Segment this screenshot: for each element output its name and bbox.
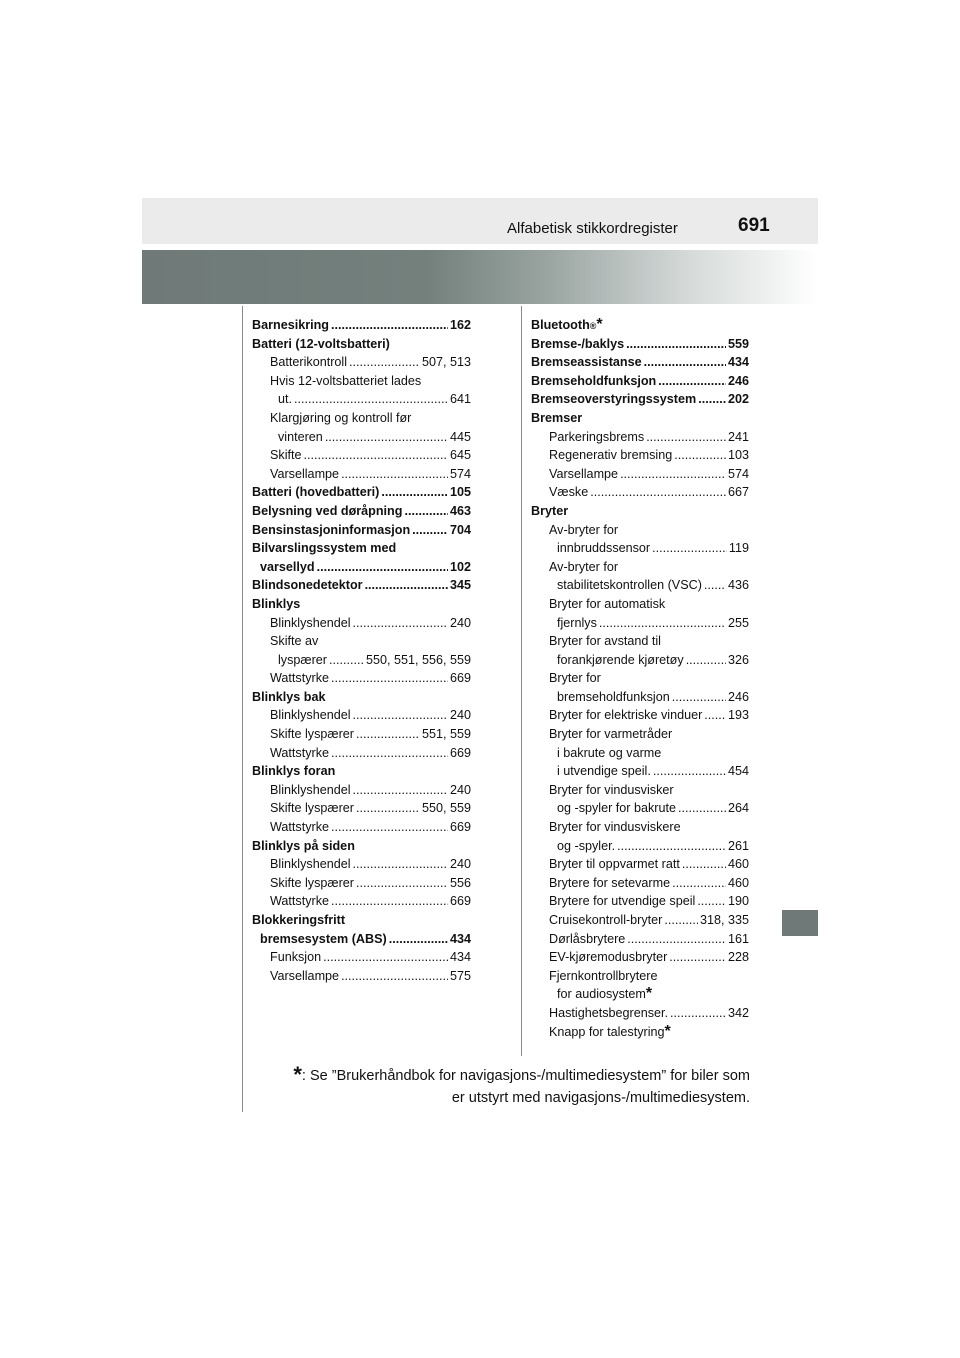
index-term: Blinklys bbox=[252, 596, 301, 611]
index-page-ref: 463 bbox=[449, 503, 471, 518]
index-term: Bryter for elektriske vinduer bbox=[549, 708, 703, 723]
index-entry bbox=[531, 799, 749, 818]
index-entry bbox=[252, 967, 471, 986]
index-entry bbox=[531, 428, 749, 447]
dot-leader bbox=[302, 446, 448, 465]
index-entry bbox=[531, 576, 749, 595]
dot-leader bbox=[321, 948, 448, 967]
index-term: Blokkeringsfritt bbox=[252, 913, 346, 927]
index-page-ref: 345 bbox=[449, 578, 471, 593]
index-entry bbox=[252, 521, 471, 540]
index-entry bbox=[531, 781, 749, 800]
index-term: stabilitetskontrollen (VSC) bbox=[557, 578, 702, 593]
dot-leader bbox=[644, 428, 726, 447]
index-entry bbox=[531, 651, 749, 670]
index-entry bbox=[252, 911, 471, 930]
index-term: Bryter bbox=[531, 503, 569, 518]
index-term: og -spyler. bbox=[557, 838, 616, 853]
index-column-left bbox=[252, 316, 471, 985]
index-page-ref: 436 bbox=[727, 578, 749, 593]
index-page-ref: 102 bbox=[449, 559, 471, 574]
index-term: Skifte lyspærer bbox=[270, 875, 354, 890]
index-term: Bluetooth bbox=[531, 318, 590, 332]
index-page-ref: 228 bbox=[727, 950, 749, 965]
index-page-ref: 551, 559 bbox=[421, 727, 471, 742]
dot-leader bbox=[642, 353, 726, 372]
index-term: og -spyler for bakrute bbox=[557, 801, 676, 816]
dot-leader bbox=[347, 353, 420, 372]
dot-leader bbox=[684, 651, 726, 670]
index-page-ref: 255 bbox=[727, 615, 749, 630]
index-entry bbox=[531, 465, 749, 484]
index-entry bbox=[531, 818, 749, 837]
index-term: Wattstyrke bbox=[270, 745, 330, 760]
dot-leader bbox=[667, 948, 726, 967]
index-entry bbox=[531, 855, 749, 874]
dot-leader bbox=[410, 521, 448, 540]
index-page-ref: 559 bbox=[727, 336, 749, 351]
index-entry bbox=[252, 837, 471, 856]
index-page-ref: 241 bbox=[727, 429, 749, 444]
index-page-ref: 246 bbox=[727, 373, 749, 388]
dot-leader bbox=[351, 614, 448, 633]
index-entry bbox=[252, 446, 471, 465]
index-term: Blinklyshendel bbox=[270, 615, 351, 630]
index-column-right bbox=[531, 316, 749, 1041]
index-page-ref: 246 bbox=[727, 689, 749, 704]
dot-leader bbox=[702, 576, 726, 595]
index-term: Bremseholdfunksjon bbox=[531, 373, 657, 388]
dot-leader bbox=[670, 874, 726, 893]
index-entry bbox=[252, 614, 471, 633]
index-term: Knapp for talestyring bbox=[549, 1024, 665, 1039]
index-page-ref: 645 bbox=[449, 448, 471, 463]
index-entry bbox=[252, 725, 471, 744]
index-entry bbox=[531, 446, 749, 465]
index-term: fjernlys bbox=[557, 615, 597, 630]
index-entry bbox=[252, 706, 471, 725]
index-entry bbox=[252, 428, 471, 447]
index-page-ref: 669 bbox=[449, 820, 471, 835]
header-band bbox=[142, 198, 818, 244]
index-page-ref: 161 bbox=[727, 931, 749, 946]
index-page-ref: 575 bbox=[449, 968, 471, 983]
dot-leader bbox=[323, 428, 448, 447]
index-page-ref: 704 bbox=[449, 522, 471, 537]
dot-leader bbox=[329, 892, 448, 911]
index-entry bbox=[252, 799, 471, 818]
index-entry bbox=[252, 316, 471, 335]
dot-leader bbox=[292, 390, 448, 409]
index-page-ref: 162 bbox=[449, 318, 471, 332]
dot-leader bbox=[354, 725, 420, 744]
index-page-ref: 342 bbox=[727, 1005, 749, 1020]
index-term: Skifte av bbox=[270, 634, 319, 649]
index-page-ref: 550, 551, 556, 559 bbox=[365, 652, 471, 667]
index-entry bbox=[531, 521, 749, 540]
index-page-ref: 550, 559 bbox=[421, 801, 471, 816]
index-term: Skifte lyspærer bbox=[270, 801, 354, 816]
index-term: Blinklyshendel bbox=[270, 708, 351, 723]
index-entry bbox=[252, 930, 471, 949]
index-term: Brytere for utvendige speil bbox=[549, 894, 696, 909]
dot-leader bbox=[702, 706, 726, 725]
index-entry bbox=[252, 539, 471, 558]
index-page-ref: 641 bbox=[449, 392, 471, 407]
index-page-ref: 460 bbox=[727, 875, 749, 890]
index-entry bbox=[531, 390, 749, 409]
index-term: Blinklys på siden bbox=[252, 838, 355, 853]
index-term: Av-bryter for bbox=[549, 559, 619, 574]
index-term: Blinklys foran bbox=[252, 764, 336, 779]
index-term: Hvis 12-voltsbatteriet lades bbox=[270, 373, 422, 388]
page-number: 691 bbox=[738, 215, 770, 236]
index-page-ref: 669 bbox=[449, 671, 471, 686]
index-page-ref: 669 bbox=[449, 894, 471, 909]
dot-leader bbox=[387, 930, 448, 949]
index-term: Batteri (12-voltsbatteri) bbox=[252, 336, 390, 351]
index-entry bbox=[531, 874, 749, 893]
index-entry bbox=[531, 335, 749, 354]
dot-leader bbox=[363, 576, 448, 595]
index-entry bbox=[252, 409, 471, 428]
index-entry bbox=[252, 781, 471, 800]
index-entry bbox=[531, 372, 749, 391]
index-term: Klargjøring og kontroll før bbox=[270, 410, 412, 425]
index-term: Brytere for setevarme bbox=[549, 875, 671, 890]
index-page-ref: 669 bbox=[449, 745, 471, 760]
column-divider bbox=[521, 306, 522, 1056]
page-header-title: Alfabetisk stikkordregister bbox=[507, 220, 678, 237]
dot-leader bbox=[696, 390, 726, 409]
index-entry bbox=[252, 874, 471, 893]
index-term: Bremse-/baklys bbox=[531, 336, 625, 351]
index-term: Bryter for avstand til bbox=[549, 634, 661, 649]
index-entry bbox=[531, 706, 749, 725]
dot-leader bbox=[672, 446, 726, 465]
index-page-ref: 574 bbox=[727, 466, 749, 481]
index-entry bbox=[252, 669, 471, 688]
index-entry bbox=[531, 911, 749, 930]
index-page-ref: 326 bbox=[727, 652, 749, 667]
dot-leader bbox=[624, 335, 726, 354]
index-entry bbox=[531, 930, 749, 949]
index-entry bbox=[252, 502, 471, 521]
index-term: Parkeringsbrems bbox=[549, 429, 645, 444]
dot-leader bbox=[680, 855, 726, 874]
index-term: Regenerativ bremsing bbox=[549, 448, 673, 463]
dot-leader bbox=[615, 837, 726, 856]
index-term: Fjernkontrollbrytere bbox=[549, 968, 658, 983]
index-entry bbox=[531, 409, 749, 428]
index-page-ref: 240 bbox=[449, 615, 471, 630]
index-term: Bryter for vindusvisker bbox=[549, 782, 674, 797]
index-entry bbox=[252, 762, 471, 781]
index-entry bbox=[531, 353, 749, 372]
footnote-line-2: er utstyrt med navigasjons-/multimediesystem. bbox=[451, 1090, 750, 1106]
index-entry bbox=[531, 744, 749, 763]
index-entry bbox=[252, 372, 471, 391]
dot-leader bbox=[625, 930, 726, 949]
index-page-ref: 434 bbox=[449, 931, 471, 946]
index-term: for audiosystem bbox=[557, 987, 646, 1002]
index-term: varsellyd bbox=[260, 559, 315, 574]
index-page-ref: 318, 335 bbox=[699, 913, 749, 927]
index-term: Blinklyshendel bbox=[270, 857, 351, 872]
left-margin-rule bbox=[242, 306, 243, 1112]
index-entry bbox=[252, 632, 471, 651]
index-term: Wattstyrke bbox=[270, 894, 330, 909]
index-entry bbox=[531, 967, 749, 986]
index-term: Bryter for bbox=[549, 671, 601, 686]
dot-leader bbox=[668, 1004, 726, 1023]
index-entry bbox=[531, 725, 749, 744]
index-page-ref: 434 bbox=[449, 950, 471, 965]
index-term: Bilvarslingssystem med bbox=[252, 541, 397, 556]
footnote-line-1 bbox=[272, 1064, 750, 1087]
index-term: Batterikontroll bbox=[270, 355, 347, 370]
dot-leader bbox=[329, 316, 448, 335]
index-entry bbox=[531, 595, 749, 614]
dot-leader bbox=[650, 539, 727, 558]
dot-leader bbox=[329, 669, 448, 688]
dot-leader bbox=[329, 744, 448, 763]
dot-leader bbox=[618, 465, 726, 484]
index-entry bbox=[252, 744, 471, 763]
dot-leader bbox=[351, 706, 448, 725]
dot-leader bbox=[695, 892, 726, 911]
index-term: Batteri (hovedbatteri) bbox=[252, 485, 380, 500]
index-term: bremseholdfunksjon bbox=[557, 689, 670, 704]
index-term: Blinklyshendel bbox=[270, 782, 351, 797]
index-term: Barnesikring bbox=[252, 318, 329, 332]
index-entry: Knapp for talestyring * bbox=[549, 1022, 671, 1040]
index-page-ref: 460 bbox=[727, 857, 749, 872]
dot-leader bbox=[651, 762, 726, 781]
index-term: Bremser bbox=[531, 410, 583, 425]
index-page-ref: 240 bbox=[449, 782, 471, 797]
index-term: Cruisekontroll-bryter bbox=[549, 913, 663, 927]
index-entry bbox=[531, 1004, 749, 1023]
dot-leader bbox=[676, 799, 726, 818]
index-entry bbox=[252, 353, 471, 372]
index-entry bbox=[252, 892, 471, 911]
dot-leader bbox=[670, 688, 726, 707]
dot-leader bbox=[588, 483, 726, 502]
dot-leader bbox=[379, 483, 448, 502]
dot-leader bbox=[315, 558, 448, 577]
index-page-ref: 202 bbox=[727, 392, 749, 407]
index-entry bbox=[531, 502, 749, 521]
index-page-ref: 193 bbox=[727, 708, 749, 723]
index-page-ref: 556 bbox=[449, 875, 471, 890]
index-entry bbox=[252, 688, 471, 707]
dot-leader bbox=[351, 781, 448, 800]
index-term: Belysning ved døråpning bbox=[252, 503, 403, 518]
index-page-ref: 264 bbox=[727, 801, 749, 816]
index-entry bbox=[531, 632, 749, 651]
index-page-ref: 119 bbox=[728, 541, 749, 556]
index-term: Skifte lyspærer bbox=[270, 727, 354, 742]
index-page-ref: 434 bbox=[727, 355, 749, 370]
index-term: Funksjon bbox=[270, 950, 322, 965]
index-term: EV-kjøremodusbryter bbox=[549, 950, 668, 965]
footnote-text-1: : Se ”Brukerhåndbok for navigasjons-/multimediesystem” for biler som bbox=[301, 1068, 750, 1084]
index-page-ref: 574 bbox=[449, 466, 471, 481]
index-entry bbox=[252, 855, 471, 874]
index-page-ref: 454 bbox=[727, 764, 749, 779]
index-page-ref: 103 bbox=[727, 448, 749, 463]
dot-leader bbox=[402, 502, 448, 521]
index-term: i bakrute og varme bbox=[557, 745, 662, 760]
index-entry bbox=[531, 762, 749, 781]
index-term: Wattstyrke bbox=[270, 820, 330, 835]
index-page-ref: 507, 513 bbox=[421, 355, 471, 370]
index-entry bbox=[252, 390, 471, 409]
dot-leader bbox=[656, 372, 726, 391]
index-entry bbox=[531, 669, 749, 688]
index-term: Wattstyrke bbox=[270, 671, 330, 686]
dot-leader bbox=[354, 799, 420, 818]
index-entry bbox=[531, 539, 749, 558]
index-entry bbox=[531, 614, 749, 633]
index-page-ref: 261 bbox=[727, 838, 749, 853]
index-term: Bryter for varmetråder bbox=[549, 727, 673, 742]
index-entry bbox=[252, 576, 471, 595]
index-term: Varsellampe bbox=[270, 968, 340, 983]
index-entry bbox=[531, 837, 749, 856]
index-term: Dørlåsbrytere bbox=[549, 931, 626, 946]
index-entry bbox=[252, 651, 471, 670]
chapter-thumb-tab bbox=[782, 910, 818, 936]
index-term: bremsesystem (ABS) bbox=[260, 931, 387, 946]
dot-leader bbox=[327, 651, 364, 670]
index-term: Bensinstasjoninformasjon bbox=[252, 522, 411, 537]
index-term: Varsellampe bbox=[270, 466, 340, 481]
dot-leader bbox=[351, 855, 448, 874]
index-page-ref: 105 bbox=[449, 485, 471, 500]
header-gradient-bar bbox=[142, 250, 818, 304]
index-page-ref: 240 bbox=[449, 708, 471, 723]
index-term: Bremseoverstyringssystem bbox=[531, 392, 697, 407]
index-entry bbox=[531, 483, 749, 502]
dot-leader bbox=[339, 465, 448, 484]
index-term: Blindsonedetektor bbox=[252, 578, 363, 593]
index-page-ref: 240 bbox=[449, 857, 471, 872]
index-page-ref: 667 bbox=[727, 485, 749, 500]
index-page-ref: 190 bbox=[727, 894, 749, 909]
index-term: Blinklys bak bbox=[252, 689, 326, 704]
footnote bbox=[272, 1064, 750, 1109]
index-entry bbox=[252, 558, 471, 577]
index-entry bbox=[531, 892, 749, 911]
index-term: Av-bryter for bbox=[549, 522, 619, 537]
index-term: lyspærer bbox=[278, 652, 327, 667]
index-entry bbox=[252, 465, 471, 484]
index-entry bbox=[252, 595, 471, 614]
index-term: Bremseassistanse bbox=[531, 355, 642, 370]
dot-leader bbox=[354, 874, 448, 893]
index-entry bbox=[252, 948, 471, 967]
dot-leader bbox=[329, 818, 448, 837]
index-term: Skifte bbox=[270, 448, 302, 463]
index-entry bbox=[252, 335, 471, 354]
index-entry bbox=[531, 558, 749, 577]
index-entry bbox=[531, 688, 749, 707]
index-entry: Bluetooth ® * bbox=[531, 316, 603, 333]
footnote-marker: * bbox=[293, 1062, 302, 1087]
index-term: forankjørende kjøretøy bbox=[557, 652, 684, 667]
index-term: i utvendige speil. bbox=[557, 764, 651, 779]
index-entry: for audiosystem * bbox=[557, 985, 653, 1003]
index-term: Bryter for automatisk bbox=[549, 596, 666, 611]
index-term: innbruddssensor bbox=[557, 541, 651, 556]
index-entry bbox=[252, 818, 471, 837]
dot-leader bbox=[662, 911, 698, 930]
index-term: Bryter til oppvarmet ratt bbox=[549, 857, 680, 872]
index-page-ref: 445 bbox=[449, 429, 471, 444]
index-term: Væske bbox=[549, 485, 589, 500]
dot-leader bbox=[339, 967, 448, 986]
index-term: Bryter for vindusviskere bbox=[549, 820, 681, 835]
index-term: Hastighetsbegrenser. bbox=[549, 1005, 669, 1020]
index-entry bbox=[252, 483, 471, 502]
index-term: vinteren bbox=[278, 429, 323, 444]
index-entry bbox=[531, 948, 749, 967]
index-term: Varsellampe bbox=[549, 466, 619, 481]
index-term: ut. bbox=[278, 392, 293, 407]
dot-leader bbox=[597, 614, 726, 633]
